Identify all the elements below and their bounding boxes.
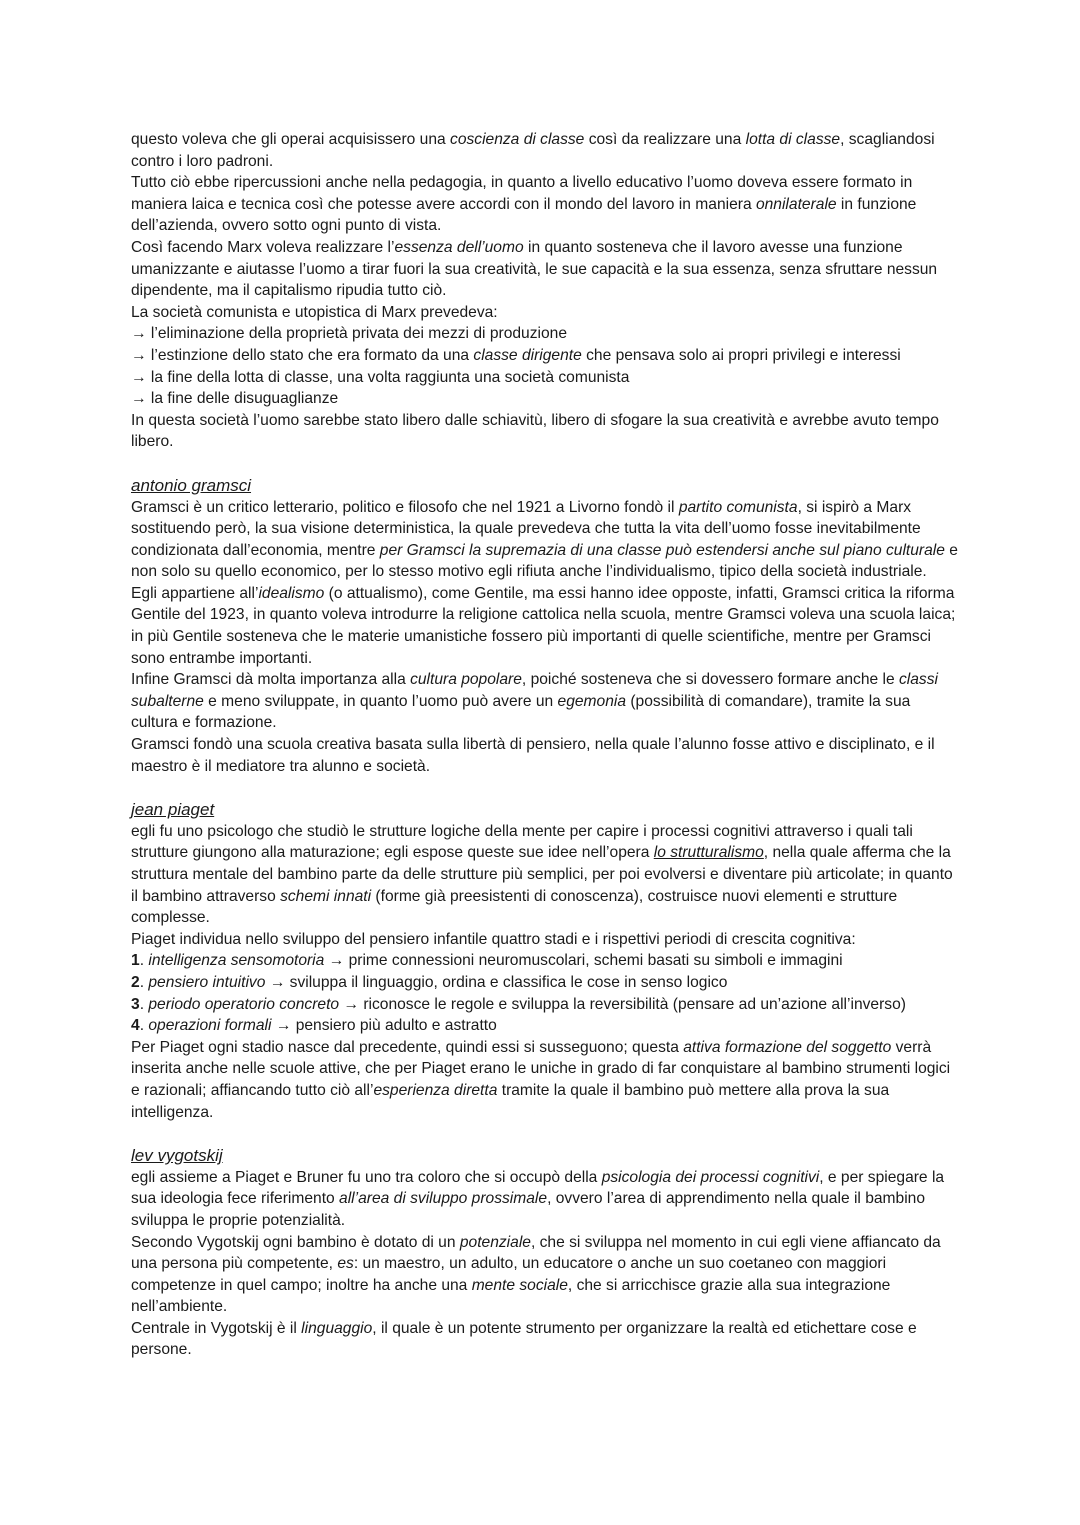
emphasis-text: es	[337, 1255, 354, 1273]
paragraph	[131, 1167, 961, 1232]
text-run: , ovvero l’area di apprendimento nella quale il bambino sviluppa le proprie potenzialità.	[131, 1190, 926, 1229]
text-run: (possibilità di comandare), tramite la sua cultura e formazione.	[131, 692, 911, 732]
text-run: Infine Gramsci dà molta importanza alla	[131, 671, 411, 689]
list-item	[131, 994, 961, 1016]
text-run: Piaget individua nello sviluppo del pensiero infantile quattro stadi e i rispettivi periodi di crescita cognitiva:	[131, 930, 856, 948]
text-run: in funzione dell’azienda, ovvero sotto ogni punto di vista.	[131, 195, 917, 235]
emphasis-text: lotta di classe	[745, 131, 841, 148]
list-item	[131, 388, 961, 410]
emphasis-text: cultura popolare	[410, 671, 522, 689]
text-run: , che si sviluppa nel momento in cui egli viene affiancato da una persona più competente,	[131, 1233, 941, 1273]
paragraph	[131, 237, 961, 302]
emphasis-text: all’area di sviluppo prossimale	[339, 1190, 548, 1208]
text-run: e non solo su quello economico, per lo stesso motivo egli rifiuta anche l’individualismo, tipico della società industriale.	[131, 541, 958, 581]
text-run: egli assieme a Piaget e Bruner fu uno tra coloro che si occupò della	[131, 1168, 602, 1186]
emphasis-text: operazioni formali	[148, 1017, 272, 1035]
text-run: Gramsci fondò una scuola creativa basata sulla libertà di pensiero, nella quale l’alunno fosse attivo e disciplinato, e il maestro è il mediatore tra alunno e società.	[131, 736, 935, 775]
list-item	[131, 323, 961, 345]
text-run: Così facendo Marx voleva realizzare l’	[131, 238, 395, 256]
paragraph	[131, 929, 961, 951]
text-run: che pensava solo ai propri privilegi e interessi	[581, 346, 901, 364]
text-run: in quanto sosteneva che il lavoro avesse una funzione umanizzante e aiutasse l’uomo a tirar fuori la sua creatività, le sue capacità e la sua essenza, senza sfruttare nessun dipendente, ma il capitalismo ripudia tutto ciò.	[131, 238, 938, 300]
section-heading: antonio gramsci	[131, 475, 252, 495]
paragraph	[131, 734, 961, 777]
text-run: → l’eliminazione della proprietà privata dei mezzi di produzione	[131, 325, 567, 343]
emphasis-text: periodo operatorio concreto	[148, 995, 340, 1013]
text-run: , e per spiegare la sua ideologia fece riferimento	[131, 1168, 945, 1208]
text-run: 4	[131, 1017, 140, 1035]
text-run: .	[139, 995, 149, 1013]
paragraph	[131, 1232, 961, 1318]
text-run: Egli appartiene all’	[131, 584, 259, 602]
text-run: Gramsci è un critico letterario, politico e filosofo che nel 1921 a Livorno fondò il	[131, 498, 679, 516]
text-run: (forme già preesistenti di conoscenza), costruisce nuovi elementi e strutture complesse.	[131, 887, 898, 927]
emphasis-text: psicologia dei processi cognitivi	[601, 1168, 820, 1186]
text-run: così da realizzare una	[584, 131, 746, 148]
section-piaget	[131, 799, 961, 1123]
emphasis-text: essenza dell’uomo	[394, 238, 524, 256]
text-run: Centrale in Vygotskij è il	[131, 1319, 302, 1337]
paragraph	[131, 1037, 961, 1123]
text-run: questo voleva che gli operai acquisissero una	[131, 131, 451, 148]
text-run: → sviluppa il linguaggio, ordina e classifica le cose in senso logico	[265, 973, 728, 991]
emphasis-text: attiva formazione del soggetto	[683, 1038, 892, 1056]
text-run: .	[139, 973, 149, 991]
emphasis-text: mente sociale	[471, 1276, 568, 1294]
text-run: : un maestro, un adulto, un educatore o anche un suo coetaneo con maggiori competenze in quel campo; inoltre ha anche una	[131, 1255, 887, 1294]
list-item	[131, 950, 961, 972]
emphasis-text: schemi innati	[280, 887, 372, 905]
text-run: 2	[131, 973, 140, 991]
paragraph	[131, 583, 961, 669]
text-run: Per Piaget ogni stadio nasce dal precedente, quindi essi si susseguono; questa	[131, 1038, 684, 1056]
section-gramsci	[131, 475, 961, 777]
emphasis-text: egemonia	[557, 692, 627, 710]
emphasis-text: esperienza diretta	[373, 1081, 498, 1099]
text-run: .	[139, 952, 149, 970]
emphasis-text: linguaggio	[301, 1319, 373, 1337]
text-run: → riconosce le regole e sviluppa la reversibilità (pensare ad un’azione all’inverso)	[339, 995, 906, 1013]
text-run: → la fine delle disuguaglianze	[131, 390, 339, 408]
text-run: , nella quale afferma che la struttura mentale del bambino parte da delle strutture più semplici, per poi evolversi e diventare più articolate; in quanto il bambino attraverso	[131, 844, 953, 905]
emphasis-text: potenziale	[459, 1233, 531, 1251]
section-heading: lev vygotskij	[131, 1146, 223, 1166]
paragraph	[131, 129, 961, 172]
text-run: e meno sviluppate, in quanto l’uomo può avere un	[203, 692, 558, 710]
emphasis-text: classe dirigente	[473, 346, 582, 364]
text-run: La società comunista e utopistica di Marx prevedeva:	[131, 303, 498, 321]
paragraph	[131, 410, 961, 453]
paragraph	[131, 1318, 961, 1361]
text-run: , si ispirò a Marx sostituendo però, la sua visione deterministica, la quale prevedeva che tutta la vita dell’uomo fosse inevitabilmente condizionata dall’economia, mentre	[131, 498, 921, 559]
section-vygotskij	[131, 1145, 961, 1361]
paragraph	[131, 669, 961, 734]
emphasis-text: per Gramsci la supremazia di una classe può estendersi anche sul piano culturale	[379, 541, 945, 559]
text-run: , che si arricchisce grazie alla sua integrazione nell’ambiente.	[131, 1276, 891, 1316]
text-run: 3	[131, 995, 140, 1013]
emphasis-text: intelligenza sensomotoria	[148, 952, 325, 970]
text-run: , scagliandosi contro i loro padroni.	[131, 131, 935, 170]
emphasis-text: lo strutturalismo	[653, 844, 764, 862]
emphasis-text: idealismo	[258, 584, 325, 602]
emphasis-text: coscienza di classe	[450, 131, 585, 148]
text-run: → pensiero più adulto e astratto	[271, 1017, 497, 1035]
section-marx	[131, 129, 961, 453]
text-run: In questa società l’uomo sarebbe stato libero dalle schiavitù, libero di sfogare la sua creatività e avrebbe avuto tempo libero.	[131, 411, 939, 451]
list-item	[131, 367, 961, 389]
paragraph	[131, 497, 961, 583]
text-run: verrà inserita anche nelle scuole attive, che per Piaget erano le uniche in grado di far conquistare al bambino strumenti logici e razionali; affiancando tutto ciò all’	[131, 1038, 951, 1099]
text-run: (o attualismo), come Gentile, ma essi hanno idee opposte, infatti, Gramsci critica la riforma Gentile del 1923, in quanto voleva introdurre la religione cattolica nella scuola, mentre Gramsci voleva una scuola laica; in più Gentile sosteneva che le materie umanistiche fossero più importanti di quelle scientifiche, mentre per Gramsci sono entrambe importanti.	[131, 584, 956, 667]
text-run: egli fu uno psicologo che studiò le strutture logiche della mente per capire i processi cognitivi attraverso i quali tali strutture giungono alla maturazione; egli espose queste sue idee nell’opera	[131, 822, 913, 862]
text-run: , poiché sosteneva che si dovessero formare anche le	[521, 671, 899, 689]
list-item	[131, 1015, 961, 1037]
paragraph	[131, 302, 961, 324]
emphasis-text: classi subalterne	[131, 671, 938, 710]
text-run: 1	[131, 952, 140, 970]
text-run: → l’estinzione dello stato che era formato da una	[131, 346, 474, 364]
text-run: tramite la quale il bambino può mettere alla prova la sua intelligenza.	[131, 1081, 890, 1121]
text-run: → la fine della lotta di classe, una volta raggiunta una società comunista	[131, 368, 630, 386]
emphasis-text: partito comunista	[678, 498, 798, 516]
paragraph	[131, 821, 961, 929]
emphasis-text: onnilaterale	[755, 195, 837, 213]
paragraph	[131, 172, 961, 237]
text-run: Secondo Vygotskij ogni bambino è dotato di un	[131, 1233, 460, 1251]
list-item	[131, 972, 961, 994]
text-run: → prime connessioni neuromuscolari, schemi basati su simboli e immagini	[324, 952, 843, 970]
list-item	[131, 345, 961, 367]
text-run: .	[139, 1017, 149, 1035]
emphasis-text: pensiero intuitivo	[148, 973, 266, 991]
text-run: Tutto ciò ebbe ripercussioni anche nella pedagogia, in quanto a livello educativo l’uomo doveva essere formato in maniera laica e tecnica così che potesse avere accordi con il mondo del lavoro in maniera	[131, 174, 913, 213]
text-run: , il quale è un potente strumento per organizzare la realtà ed etichettare cose e persone.	[131, 1319, 917, 1359]
document-page	[131, 129, 961, 1361]
section-heading: jean piaget	[131, 800, 215, 820]
